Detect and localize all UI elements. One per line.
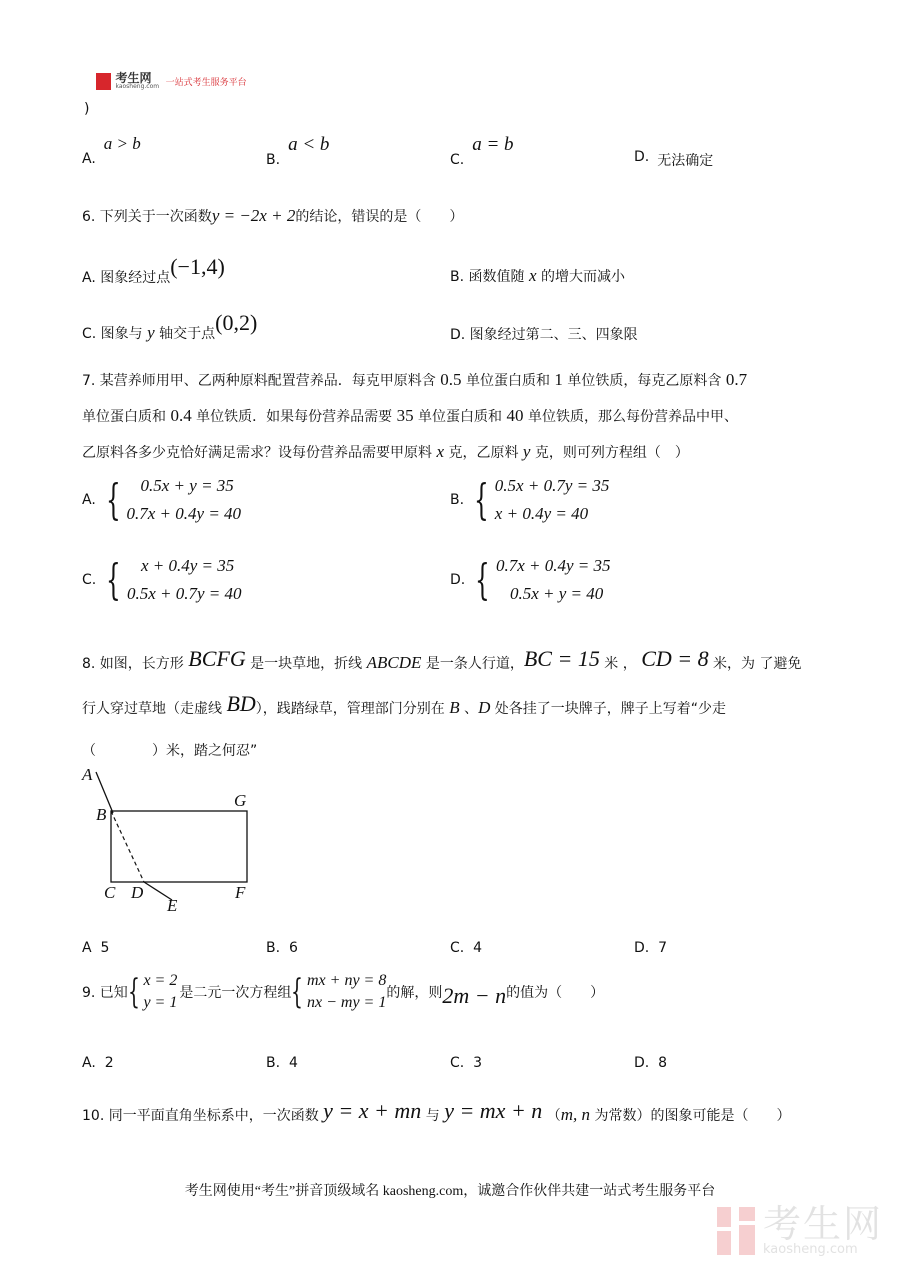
q8-option-c	[450, 940, 482, 956]
text-segment: 8. 如图，长方形	[82, 656, 189, 672]
text-segment: (0,2)	[215, 310, 258, 335]
math-expression: x	[436, 442, 444, 461]
text-segment: 、	[459, 701, 479, 717]
math-expression: ABCDE	[366, 653, 422, 672]
option-text: 8	[658, 1055, 668, 1071]
option-letter: A.	[82, 151, 96, 167]
option-text: a = b	[472, 134, 514, 155]
option-letter: A.	[82, 1055, 96, 1071]
q5-option-c	[450, 134, 514, 170]
equation-1: mx + ny = 8	[307, 972, 387, 989]
equation-system	[307, 970, 386, 1014]
q9-expression: 2m − n	[442, 983, 507, 1008]
math-expression: D	[478, 698, 491, 717]
solution-system	[143, 970, 177, 1014]
option-letter: D.	[450, 572, 466, 588]
dashed-bd	[111, 811, 144, 882]
text-segment: 是一块草地，折线	[245, 656, 367, 672]
equation-1: x = 2	[143, 972, 178, 989]
option-letter: A	[82, 940, 92, 956]
option-letter: C.	[82, 572, 97, 588]
equation-2: 0.5x + y = 40	[509, 584, 604, 603]
q5-tail: )	[84, 101, 90, 117]
text-segment: 的结论，错误的是（ ）	[295, 209, 464, 225]
q9-option-b	[266, 1055, 298, 1071]
text-segment: 克，则可列方程组（ ）	[530, 445, 689, 461]
equation-2: y = 1	[143, 994, 178, 1011]
q7-option-d	[450, 552, 611, 608]
math-expression: y = mx + n	[444, 1098, 543, 1123]
option-text: 无法确定	[657, 153, 714, 169]
option-letter: D.	[634, 149, 650, 165]
text-segment: (−1,4)	[170, 254, 225, 279]
equation-2: 0.7x + 0.4y = 40	[126, 504, 242, 523]
text-segment: 7. 某营养师用甲、乙两种原料配置营养品．每克甲原料含	[82, 373, 441, 389]
text-segment: 6. 下列关于一次函数	[82, 209, 212, 225]
text-segment: 乙原料各多少克恰好满足需求？设每份营养品需要甲原料	[82, 445, 437, 461]
watermark-sub: kaosheng.com	[763, 1242, 858, 1257]
text-segment: 行人穿过草地（走虚线	[82, 701, 227, 717]
text-segment: 轴交于点	[154, 326, 216, 342]
math-expression: B	[449, 698, 460, 717]
option-text: 4	[473, 940, 483, 956]
text-segment: 是一条人行道，	[421, 656, 524, 672]
equation-system	[496, 552, 611, 608]
q8-option-a	[82, 940, 109, 956]
math-expression: BC = 15	[523, 646, 600, 671]
watermark-logo	[717, 1202, 884, 1257]
q9-prefix: 9. 已知	[82, 985, 128, 1001]
option-letter: B.	[266, 940, 281, 956]
watermark-text: 考生网	[763, 1202, 884, 1246]
option-text: 3	[473, 1055, 483, 1071]
text-segment: 单位铁质，那么每份营养品中甲、	[523, 409, 738, 425]
text-segment: 克，乙原料	[444, 445, 523, 461]
math-expression: y = −2x + 2	[211, 206, 296, 225]
q5-option-d	[634, 146, 714, 169]
equation-2: 0.5x + 0.7y = 40	[126, 584, 242, 603]
q7-option-b	[450, 472, 609, 528]
math-expression: BD	[226, 691, 256, 716]
q9-suffix-2: 的值为（ ）	[506, 985, 605, 1001]
equation-2: x + 0.4y = 40	[494, 504, 589, 523]
math-expression: BCFG	[188, 646, 246, 671]
brace-icon: {	[474, 475, 489, 524]
math-expression: m, n	[560, 1105, 591, 1124]
text-segment: 的增大而减小	[536, 269, 625, 285]
text-segment: C. 图象与	[82, 326, 148, 342]
label-b: B	[96, 805, 107, 824]
brace-icon: {	[475, 555, 490, 604]
option-letter: D.	[634, 940, 650, 956]
equation-1: x + 0.4y = 35	[140, 556, 235, 575]
text-segment: （	[542, 1108, 561, 1124]
option-text: a > b	[103, 134, 141, 153]
math-expression: y = x + mn	[323, 1098, 422, 1123]
text-segment: 处各挂了一块牌子，牌子上写着“少走	[490, 701, 727, 717]
number: 0.7	[725, 370, 748, 389]
text-segment: 单位蛋白质和	[461, 373, 555, 389]
label-f: F	[235, 883, 246, 902]
option-letter: B.	[266, 152, 281, 168]
logo-text: 考生网	[115, 71, 152, 85]
watermark-mark-icon	[717, 1207, 757, 1255]
equation-system	[495, 472, 610, 528]
text-segment: 单位铁质．如果每份营养品需要	[191, 409, 397, 425]
q9-option-d	[634, 1055, 667, 1071]
label-a: A	[82, 765, 93, 784]
label-c: C	[104, 883, 116, 902]
q10-stem	[82, 1100, 790, 1126]
option-text: 7	[658, 940, 668, 956]
footer-text: 考生网使用“考生”拼音顶级域名 kaosheng.com，诚邀合作伙伴共建一站式考生服务平台	[184, 1184, 716, 1199]
rectangle-bcfg	[111, 811, 247, 882]
option-text: 2	[104, 1055, 114, 1071]
text-segment: 米，为 了避免	[708, 656, 802, 672]
brace-icon: {	[291, 972, 304, 1012]
text-segment: 10. 同一平面直角坐标系中，一次函数	[82, 1108, 324, 1124]
q9-stem	[82, 970, 604, 1014]
text-segment: ），践踏绿草，管理部门分别在	[255, 701, 450, 717]
number: 40	[506, 406, 524, 425]
text-segment: D. 图象经过第二、三、四象限	[450, 327, 638, 343]
option-letter: A.	[82, 492, 96, 508]
text-segment: 与	[421, 1108, 445, 1124]
option-letter: D.	[634, 1055, 650, 1071]
label-g: G	[234, 791, 247, 810]
text-segment: 单位蛋白质和	[413, 409, 507, 425]
option-text: 6	[288, 940, 298, 956]
equation-1: 0.5x + 0.7y = 35	[494, 476, 610, 495]
label-d: D	[131, 883, 144, 902]
q9-mid: 是二元一次方程组	[179, 985, 292, 1001]
math-expression: y	[147, 323, 155, 342]
math-expression: y	[522, 442, 531, 461]
equation-1: 0.5x + y = 35	[140, 476, 234, 495]
text-segment: 米 ，	[599, 656, 642, 672]
brace-icon: {	[105, 475, 121, 524]
number: 1	[554, 370, 563, 389]
q8-option-d	[634, 940, 667, 956]
text-segment: 单位蛋白质和	[82, 409, 171, 425]
q8-figure	[0, 0, 300, 920]
number: 35	[396, 406, 414, 425]
option-letter: C.	[450, 152, 465, 168]
option-letter: C.	[450, 1055, 465, 1071]
label-e: E	[167, 896, 178, 915]
option-letter: C.	[450, 940, 465, 956]
equation-1: 0.7x + 0.4y = 35	[495, 556, 611, 575]
option-letter: B.	[450, 492, 465, 508]
math-expression: CD = 8	[641, 646, 709, 671]
q6-option-d	[450, 324, 638, 344]
option-text: a < b	[288, 134, 330, 155]
option-letter: B.	[266, 1055, 281, 1071]
q8-option-b	[266, 940, 298, 956]
math-expression: x	[528, 266, 537, 285]
slogan: 一站式考生服务平台	[165, 77, 247, 88]
option-text: 5	[100, 940, 110, 956]
q9-option-a	[82, 1055, 114, 1071]
number: 0.5	[440, 370, 462, 389]
text-segment: 单位铁质，每克乙原料含	[562, 373, 726, 389]
q9-suffix: 的解，则	[386, 985, 443, 1001]
number: 0.4	[170, 406, 192, 425]
text-segment: （ ）米，踏之何忍”	[82, 743, 258, 759]
brace-icon: {	[127, 972, 140, 1012]
q9-option-c	[450, 1055, 482, 1071]
brace-icon: {	[106, 555, 121, 604]
option-text: 4	[288, 1055, 298, 1071]
q6-option-b	[450, 266, 625, 286]
text-segment: A. 图象经过点	[82, 270, 171, 286]
text-segment: 为常数）的图象可能是（ ）	[590, 1108, 791, 1124]
equation-2: nx − my = 1	[307, 994, 387, 1011]
logo-sub: kaosheng.com	[115, 83, 160, 90]
text-segment: B. 函数值随	[450, 269, 529, 285]
